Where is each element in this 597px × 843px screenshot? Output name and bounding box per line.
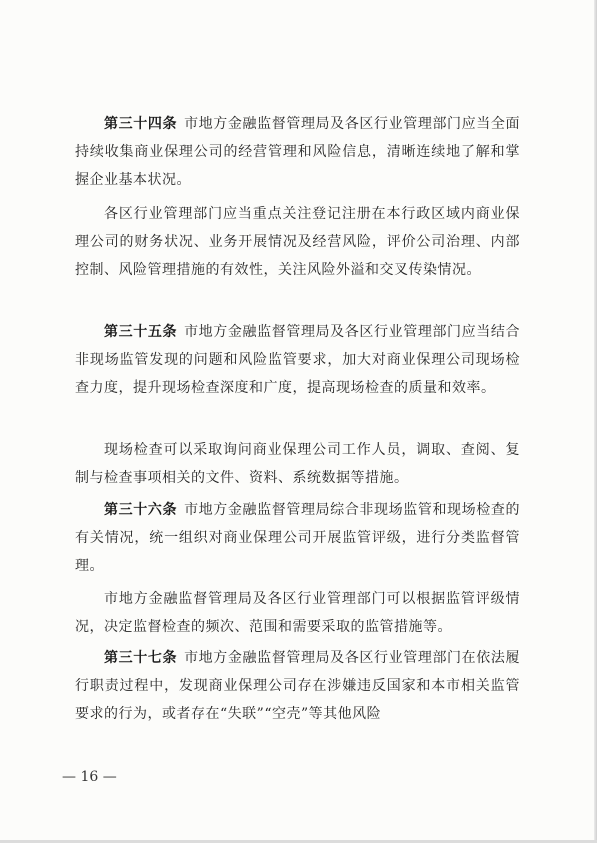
paragraph-article-36 (75, 496, 520, 580)
paragraph-text: 各区行业管理部门应当重点关注登记注册在本行政区域内商业保理公司的财务状况、业务开展情况及经营风险，评价公司治理、内部控制、风险管理措施的有效性，关注风险外溢和交叉传染情况。 (75, 206, 520, 278)
paragraph-article-37 (75, 644, 520, 728)
page-number: — 16 — (62, 769, 117, 785)
paragraph-article-34 (75, 110, 520, 194)
paragraph-text: 市地方金融监督管理局及各区行业管理部门应当结合非现场监管发现的问题和风险监管要求，加大对商业保理公司现场检查力度，提升现场检查深度和广度，提高现场检查的质量和效率。 (75, 324, 521, 396)
paragraph-article-35 (75, 318, 520, 402)
paragraph-article-36-clause-2 (75, 585, 520, 641)
paragraph-text: 现场检查可以采取询问商业保理公司工作人员，调取、查阅、复制与检查事项相关的文件、资料、系统数据等措施。 (75, 442, 520, 486)
paragraph-article-34-clause-2 (75, 200, 520, 284)
article-heading: 第三十七条 (104, 650, 178, 666)
paragraph-text: 市地方金融监督管理局及各区行业管理部门在依法履行职责过程中，发现商业保理公司存在涉嫌违反国家和本市相关监管要求的行为，或者存在“失联”“空壳”等其他风险 (75, 650, 521, 722)
paragraph-text: 市地方金融监督管理局综合非现场监管和现场检查的有关情况，统一组织对商业保理公司开展监管评级，进行分类监督管理。 (75, 502, 521, 574)
paragraph-text: 市地方金融监督管理局及各区行业管理部门可以根据监管评级情况，决定监督检查的频次、范围和需要采取的监管措施等。 (75, 591, 520, 635)
paragraph-article-35-clause-2 (75, 436, 520, 492)
article-heading: 第三十四条 (104, 116, 178, 132)
article-heading: 第三十五条 (104, 324, 178, 340)
article-heading: 第三十六条 (104, 502, 178, 518)
paragraph-text: 市地方金融监督管理局及各区行业管理部门应当全面持续收集商业保理公司的经营管理和风险信息，清晰连续地了解和掌握企业基本状况。 (75, 116, 521, 188)
